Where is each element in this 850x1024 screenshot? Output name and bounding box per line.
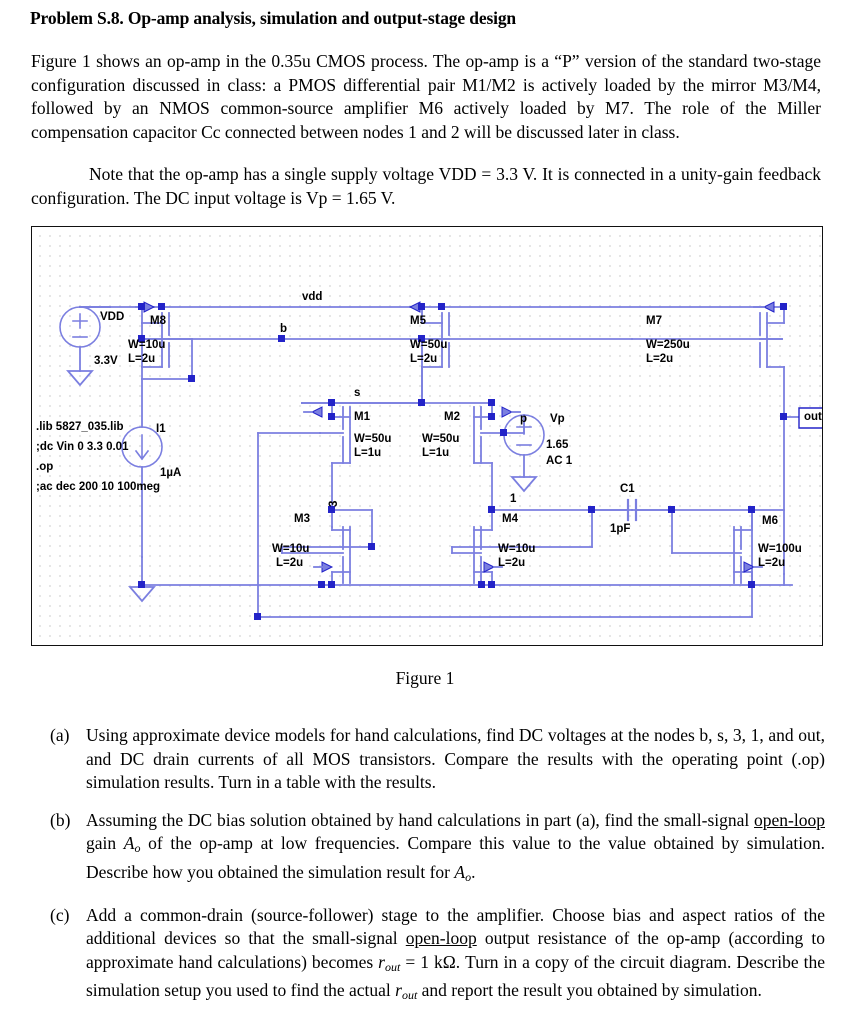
device-w-m2: W=50u: [422, 433, 460, 445]
device-w-m1: W=50u: [354, 433, 392, 445]
net-label-3: 3: [328, 500, 340, 507]
device-l-m2: L=1u: [422, 447, 450, 459]
device-w-m3: W=10u: [272, 543, 310, 555]
spice-directive-dc: ;dc Vin 0 3.3 0.01: [36, 441, 129, 453]
cap-label-c1: C1: [620, 483, 635, 495]
device-l-m7: L=2u: [646, 353, 674, 365]
cap-value-c1: 1pF: [610, 523, 631, 535]
question-list: [50, 724, 825, 1022]
question-label-a: (a): [50, 725, 70, 745]
source-label-vdd: VDD: [100, 311, 125, 323]
device-label-m6: M6: [762, 515, 778, 527]
device-label-m2: M2: [444, 411, 460, 423]
device-w-m5: W=50u: [410, 339, 448, 351]
device-l-m5: L=2u: [410, 353, 438, 365]
circuit-schematic: [31, 226, 823, 646]
spice-directive-lib: .lib 5827_035.lib: [36, 421, 124, 433]
question-item-b: [50, 809, 825, 890]
net-label-vdd: vdd: [302, 291, 323, 303]
device-label-m7: M7: [646, 315, 662, 327]
device-w-m7: W=250u: [646, 339, 690, 351]
intro-paragraph: Figure 1 shows an op-amp in the 0.35u CMOS process. The op-amp is a “P” version of the standard two-stage configuration discussed in class: a PMOS differential pair M1/M2 is actively loaded by the mirror M3/M4, followed by an NMOS common-source amplifier M6 actively loaded by M7. The role of the Miller compensation capacitor Cc connected between nodes 1 and 2 will be discussed later in class.: [31, 51, 821, 142]
device-w-m4: W=10u: [498, 543, 536, 555]
device-label-m3: M3: [294, 513, 310, 525]
page-title: Problem S.8. Op-amp analysis, simulation and output-stage design: [30, 8, 516, 28]
source-value-vdd: 3.3V: [94, 355, 118, 367]
spice-directive-ac: ;ac dec 200 10 100meg: [36, 481, 161, 493]
net-label-s: s: [354, 387, 361, 399]
question-body-b: Assuming the DC bias solution obtained by hand calculations in part (a), find the small-signal open-loop gain $A_o$ of the op-amp at low frequencies. Compare this value to the value obtained by simulation. Describe how you obtained the simulation result for $A_o$.: [86, 809, 825, 884]
device-l-m8: L=2u: [128, 353, 156, 365]
note-paragraph: Note that the op-amp has a single supply voltage VDD = 3.3 V. It is connected in a unity-gain feedback configuration. The DC input voltage is Vp = 1.65 V.: [31, 164, 821, 208]
question-label-c: (c): [50, 904, 70, 925]
source-value-vp: 1.65: [546, 439, 569, 451]
question-body-c: Add a common-drain (source-follower) stage to the amplifier. Choose bias and aspect ratios of the additional devices so that the small-signal open-loop output resistance of the op-amp (according to approximate hand calculations) becomes $r_{out} = 1$ kΩ. Turn in a copy of the circuit diagram. Describe the simulation setup you used to find the actual $r_{out}$ and report the result you obtained by simulation.: [86, 904, 826, 1003]
question-body-a: Using approximate device models for hand calculations, find DC voltages at the nodes b, s, 3, 1, and out, and DC drain currents of all MOS transistors. Compare the results with the operating point (.op) simulation results. Turn in a table with the results.: [86, 725, 825, 793]
net-label-1: 1: [510, 493, 517, 505]
device-l-m4: L=2u: [498, 557, 526, 569]
figure-caption: Figure 1: [395, 668, 455, 688]
device-l-m6: L=2u: [758, 557, 786, 569]
question-item-c: [50, 904, 825, 1008]
device-l-m3: L=2u: [276, 557, 304, 569]
device-label-m1: M1: [354, 411, 370, 423]
device-label-m8: M8: [150, 315, 166, 327]
device-label-m5: M5: [410, 315, 426, 327]
net-label-b: b: [280, 323, 288, 335]
source-label-vp: Vp: [550, 413, 565, 425]
question-label-b: (b): [50, 809, 71, 830]
spice-directive-op: .op: [36, 461, 54, 473]
net-label-out: out: [804, 411, 822, 423]
source-ac-vp: AC 1: [546, 455, 573, 467]
device-l-m1: L=1u: [354, 447, 382, 459]
device-w-m6: W=100u: [758, 543, 802, 555]
net-label-p: p: [520, 413, 528, 425]
source-value-i1: 1µA: [160, 467, 182, 479]
source-label-i1: I1: [156, 423, 166, 435]
question-item-a: [50, 724, 825, 795]
device-w-m8: W=10u: [128, 339, 166, 351]
device-label-m4: M4: [502, 513, 518, 525]
